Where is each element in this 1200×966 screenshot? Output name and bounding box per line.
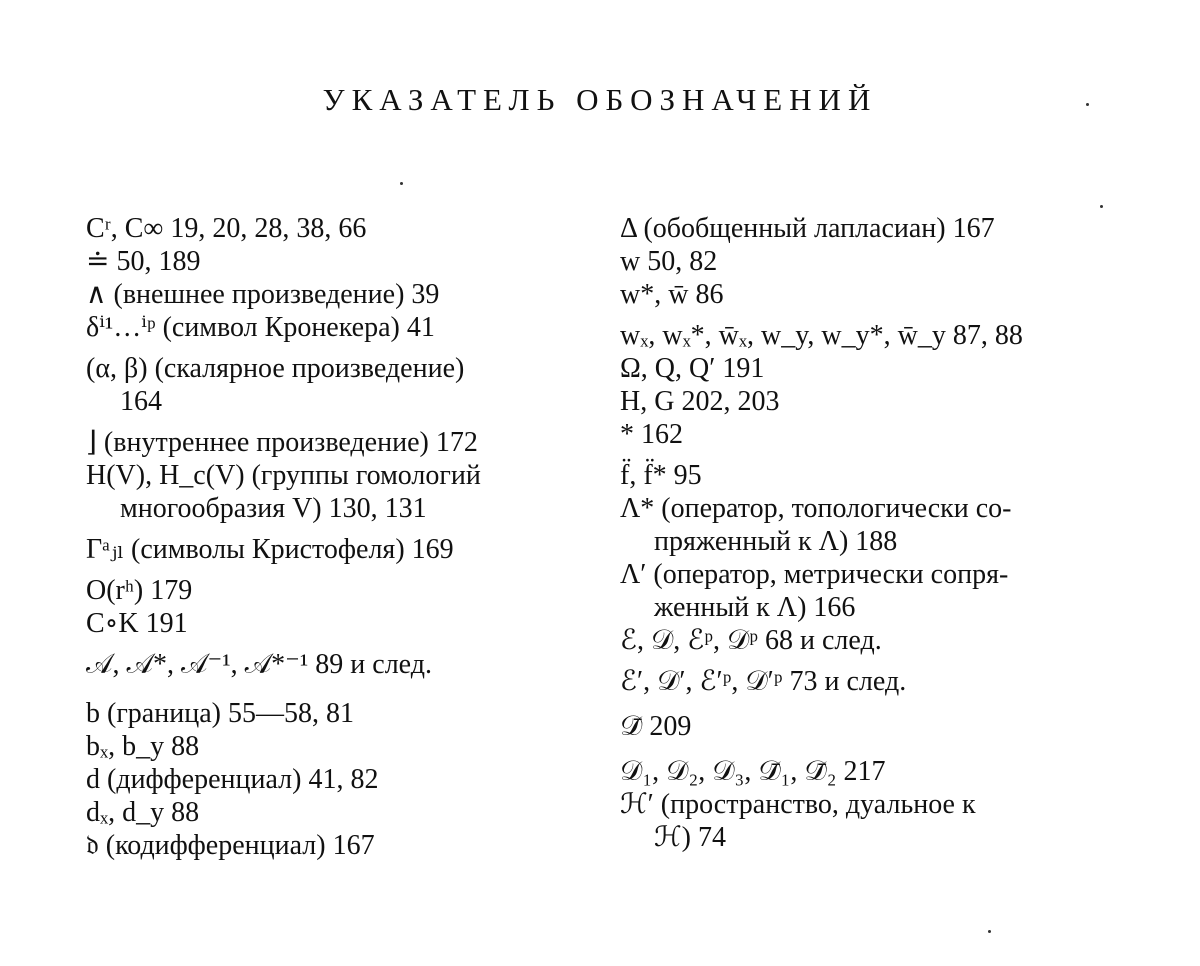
index-entry: Λ′ (оператор, метрически сопря- (620, 559, 1009, 590)
index-entry: w*, w̄ 86 (620, 279, 724, 310)
index-entry-continuation: многообразия V) 130, 131 (120, 493, 427, 524)
index-entry: H(V), H_c(V) (группы гомологий (86, 460, 481, 491)
scan-speck (400, 182, 403, 185)
index-entry-continuation: пряженный к Λ) 188 (654, 526, 898, 557)
index-entry: ℋ′ (пространство, дуальное к (620, 789, 976, 820)
index-entry: O(rʰ) 179 (86, 575, 193, 606)
index-entry: w 50, 82 (620, 246, 718, 277)
scan-speck (1100, 205, 1103, 208)
index-entry: 𝒟₁, 𝒟₂, 𝒟₃, 𝒟̄₁, 𝒟̄₂ 217 (620, 756, 886, 787)
index-entry: ℰ′, 𝒟′, ℰ′ᵖ, 𝒟′ᵖ 73 и след. (620, 666, 907, 697)
index-entry: (α, β) (скалярное произведение) (86, 353, 465, 384)
scan-speck (1086, 103, 1089, 106)
index-entry: H, G 202, 203 (620, 386, 780, 417)
index-entry: d (дифференциал) 41, 82 (86, 764, 379, 795)
index-entry: 𝒜, 𝒜*, 𝒜⁻¹, 𝒜*⁻¹ 89 и след. (86, 649, 432, 680)
index-entry: Γᵃⱼₗ (символы Кристофеля) 169 (86, 534, 454, 565)
index-entry: δⁱ¹…ⁱᵖ (символ Кронекера) 41 (86, 312, 435, 343)
index-entry: Δ (обобщенный лапласиан) 167 (620, 213, 995, 244)
right-column (620, 212, 1120, 854)
index-entry: Ω, Q, Q′ 191 (620, 353, 765, 384)
index-entry-continuation: 164 (120, 386, 162, 417)
index-entry-continuation: ℋ) 74 (654, 822, 726, 853)
index-entry: wₓ, wₓ*, w̄ₓ, w_y, w_y*, w̄_y 87, 88 (620, 320, 1023, 351)
index-entry: C∘K 191 (86, 608, 188, 639)
index-entry: b (граница) 55—58, 81 (86, 698, 354, 729)
index-entry: ≐ 50, 189 (86, 246, 201, 277)
index-entry: Cʳ, C∞ 19, 20, 28, 38, 66 (86, 213, 367, 244)
index-entry: 𝒟̄ 209 (620, 711, 692, 742)
index-entry: bₓ, b_y 88 (86, 731, 200, 762)
index-entry: f̈, f̈* 95 (620, 460, 702, 491)
index-entry-continuation: женный к Λ) 166 (654, 592, 856, 623)
left-column (86, 212, 586, 862)
index-entry: * 162 (620, 419, 683, 450)
index-entry: ∧ (внешнее произведение) 39 (86, 279, 440, 310)
page-title: УКАЗАТЕЛЬ ОБОЗНАЧЕНИЙ (322, 82, 878, 117)
index-entry: ℰ, 𝒟, ℰᵖ, 𝒟ᵖ 68 и след. (620, 625, 882, 656)
index-entry: ⌋ (внутреннее произведение) 172 (86, 427, 478, 458)
index-entry: 𝔡 (кодифференциал) 167 (86, 830, 375, 861)
index-entry: Λ* (оператор, топологически со- (620, 493, 1012, 524)
scan-speck (988, 930, 991, 933)
index-entry: dₓ, d_y 88 (86, 797, 200, 828)
